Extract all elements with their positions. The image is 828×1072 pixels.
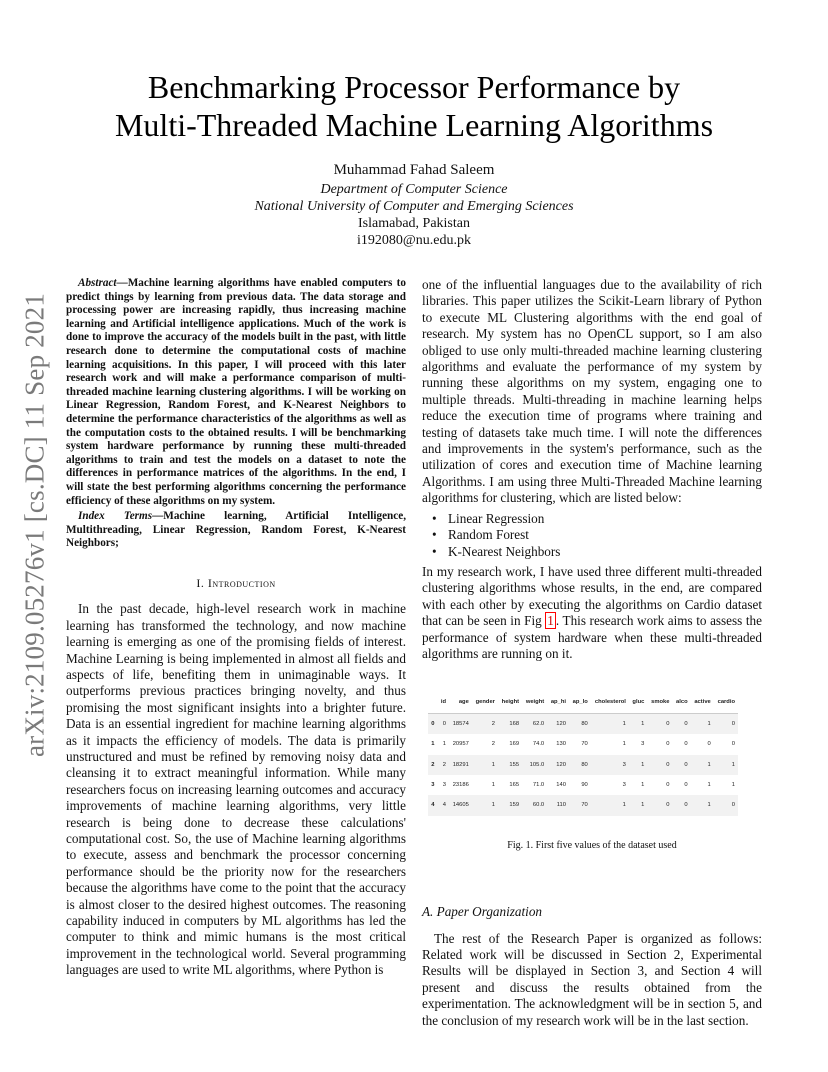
figure-caption: Fig. 1. First five values of the dataset used — [507, 839, 677, 851]
table-header-cell — [428, 692, 438, 713]
abstract — [66, 277, 406, 508]
table-cell: 0 — [707, 741, 711, 748]
author-email: i192080@nu.edu.pk — [357, 233, 471, 248]
table-header-cell: id — [438, 692, 450, 713]
table-cell: 4 — [428, 795, 438, 815]
table-row — [428, 755, 738, 775]
table-cell: 0 — [647, 713, 672, 734]
table-cell: 3 — [622, 781, 626, 788]
table-cell: 1 — [472, 755, 498, 775]
table-header-cell: active — [691, 692, 714, 713]
abstract-label: Abstract — [78, 277, 117, 289]
table-header-cell: height — [498, 692, 522, 713]
table-cell: 0 — [672, 713, 690, 734]
introduction-paragraph: In the past decade, high-level research work in machine learning has transformed the technology, and now machine learning is emerging as one of the promising fields of interest. Machine Learning is being implemented in almost all fields and aspects of life, benefiting them in unimaginable ways. It outperforms previous practices bringing novelty, and thus promising the most significant insights into a brighter future. Data is an essential ingredient for machine learning algorithms as it impacts the efficiency of models. The data is primarily unstructured and must be refined by removing noisy data and cleansing it to extract meaningful information. While many researchers focus on increasing learning outcomes and accuracy improvements of machine learning algorithms, very little research is being done to decrease these calculations' computational cost. So, the use of Machine learning algorithms to execute, assess and benchmark the processor concerning performance should be the priority now for the researchers because the algorithms have come to the point that the accuracy is almost closer to the desired highest outcomes. The reasoning capability induced in computers by ML algorithms has led the computer to think and mimic humans is the most critical improvement in the technological world. Several programming languages are used to write ML algorithms, where Python is — [66, 601, 406, 978]
right-paragraph-2 — [422, 564, 762, 662]
table-cell: 0 — [428, 713, 438, 734]
table-cell: 105.0 — [522, 755, 547, 775]
table-cell: 1 — [442, 741, 447, 748]
table-header-cell: gluc — [629, 692, 647, 713]
table-cell: 0 — [714, 713, 738, 734]
table-cell: 0 — [666, 781, 670, 788]
figure-1 — [422, 692, 762, 854]
index-terms-text: —Machine learning, Artificial Intelligence, Multithreading, Linear Regression, Random Forest, K-Nearest Neighbors; — [66, 510, 406, 550]
organization-paragraph: The rest of the Research Paper is organized as follows: Related work will be discussed in Section 2, Experimental Results will be displayed in Section 3, and Section 4 will present and discuss the results obtained from the experimentation. The acknowledgment will be in section 5, and the conclusion of my research work will be in the last section. — [422, 930, 762, 1028]
algorithm-list — [422, 511, 762, 560]
table-row — [428, 775, 738, 795]
table-cell: 0 — [714, 795, 738, 815]
table-cell: 2 — [491, 741, 495, 748]
author-block — [60, 162, 768, 249]
table-cell: 90 — [581, 781, 588, 788]
table-cell: 3 — [431, 781, 435, 788]
table-cell: 1 — [629, 795, 647, 815]
author-department: Department of Computer Science — [320, 182, 508, 197]
table-cell: 74.0 — [532, 741, 545, 748]
table-cell: 130 — [556, 741, 566, 748]
paper-title — [60, 68, 768, 144]
list-item: • Random Forest — [448, 527, 762, 543]
table-cell: 3 — [591, 755, 629, 775]
table-cell: 0 — [684, 741, 688, 748]
paragraph-2-part-a: In my research work, I have used three different multi-threaded clustering algorithms whose results, in the end, are compared with each other by executing the algorithms on Cardio dataset that can be seen in Fig — [422, 563, 762, 629]
right-column — [422, 277, 762, 1029]
table-cell: 2 — [438, 755, 450, 775]
table-cell: 159 — [498, 795, 522, 815]
table-cell: 18291 — [449, 755, 472, 775]
table-row — [428, 713, 738, 734]
table-cell: 14605 — [449, 795, 472, 815]
table-cell: 80 — [569, 755, 591, 775]
table-header-row — [428, 692, 738, 713]
table-cell: 169 — [509, 741, 520, 748]
table-header-cell: gender — [472, 692, 498, 713]
table-cell: 23186 — [452, 781, 469, 788]
section-heading-introduction: I. Introduction — [196, 575, 276, 590]
right-paragraph-1: one of the influential languages due to the availability of rich libraries. This paper utilizes the Scikit-Learn library of Python to execute ML Clustering algorithms with the end goal of research. My system has no OpenCL support, so I am also obliged to use only multi-threaded machine learning clustering algorithms and evaluate the performance of my system by running these algorithms on my system, engaging one to multiple threads. Multi-threading in machine learning helps reduce the execution time of programs where training and testing of datasets take much time. I will note the differences and improvements in the system's performance, such as the utilization of cores and execution time of Machine learning Algorithms. I am using three Multi-Threaded Machine learning algorithms for clustering, which are listed below: — [422, 277, 762, 506]
table-header-cell: ap_lo — [569, 692, 591, 713]
table-cell: 1 — [622, 741, 626, 748]
table-cell: 1 — [431, 741, 435, 748]
table-header-cell: alco — [672, 692, 690, 713]
author-name: Muhammad Fahad Saleem — [333, 162, 495, 178]
table-cell: 165 — [509, 781, 520, 788]
figure-reference-link[interactable]: 1 — [547, 613, 554, 629]
table-cell: 0 — [438, 713, 450, 734]
table-row — [428, 734, 738, 754]
table-cell: 60.0 — [522, 795, 547, 815]
table-header-cell: age — [449, 692, 472, 713]
table-cell: 0 — [666, 741, 670, 748]
table-cell: 62.0 — [522, 713, 547, 734]
list-item: • K-Nearest Neighbors — [448, 544, 762, 560]
table-header-cell: cholesterol — [591, 692, 629, 713]
table-cell: 1 — [491, 781, 495, 788]
dataset-table — [428, 692, 738, 815]
table-cell: 110 — [547, 795, 569, 815]
table-cell: 2 — [428, 755, 438, 775]
table-cell: 155 — [498, 755, 522, 775]
table-header-cell: smoke — [647, 692, 672, 713]
table-cell: 2 — [472, 713, 498, 734]
subsection-heading-paper-organization: A. Paper Organization — [422, 904, 543, 920]
left-column — [66, 277, 406, 979]
table-cell: 1 — [691, 795, 714, 815]
abstract-text: —Machine learning algorithms have enabled computers to predict things by learning from previous data. The data storage and processing power are increasing rapidly, thus increasing machine learning and Artificial intelligence applications. Much of the work is done to improve the accuracy of the models built in the past, with little research done to determine the computational costs of machine learning acquisitions. In this paper, I will proceed with this later research work and will make a performance comparison of multi-threaded machine learning clustering algorithms. I will be working on Linear Regression, Random Forest, and K-Nearest Neighbors to determine the performance characteristics of the algorithms as well as the computation costs to the obtained results. I will be benchmarking system hardware performance by running these multi-threaded algorithms to train and test the models on a dataset to note the differences in performance matrices of the algorithms. In the end, I will state the best performing algorithms concerning the performance efficiency of these algorithms on my system. — [66, 277, 406, 507]
list-item: • Linear Regression — [448, 511, 762, 527]
table-cell: 1 — [629, 713, 647, 734]
table-cell: 1 — [591, 713, 629, 734]
table-cell: 0 — [672, 795, 690, 815]
table-cell: 168 — [498, 713, 522, 734]
table-cell: 0 — [672, 755, 690, 775]
table-cell: 0 — [647, 795, 672, 815]
table-cell: 3 — [641, 741, 645, 748]
table-cell: 120 — [547, 713, 569, 734]
table-cell: 18574 — [449, 713, 472, 734]
table-cell: 0 — [731, 741, 735, 748]
table-cell: 140 — [556, 781, 566, 788]
table-cell: 70 — [581, 741, 588, 748]
table-cell: 71.0 — [532, 781, 545, 788]
table-cell: 120 — [547, 755, 569, 775]
table-cell: 4 — [438, 795, 450, 815]
table-cell: 70 — [569, 795, 591, 815]
paragraph-2-part-b: . This research work aims to assess the performance of system hardware when these multi-threaded algorithms are running on it. — [422, 613, 762, 661]
table-header-cell: weight — [522, 692, 547, 713]
arxiv-identifier: arXiv:2109.05276v1 [cs.DC] 11 Sep 2021 — [19, 292, 50, 758]
table-cell: 1 — [731, 781, 735, 788]
table-cell: 0 — [684, 781, 688, 788]
table-cell: 0 — [647, 755, 672, 775]
table-cell: 1 — [641, 781, 645, 788]
table-cell: 1 — [629, 755, 647, 775]
arxiv-sidebar-stamp — [16, 290, 54, 760]
author-city: Islamabad, Pakistan — [358, 216, 470, 231]
table-header-cell: ap_hi — [547, 692, 569, 713]
table-cell: 1 — [707, 781, 711, 788]
table-cell: 80 — [569, 713, 591, 734]
table-cell: 1 — [591, 795, 629, 815]
author-university: National University of Computer and Emerging Sciences — [254, 199, 574, 214]
table-cell: 3 — [442, 781, 447, 788]
table-header-cell: cardio — [714, 692, 738, 713]
table-cell: 1 — [691, 755, 714, 775]
index-terms — [66, 510, 406, 551]
table-row — [428, 795, 738, 815]
index-terms-label: Index Terms — [78, 510, 153, 523]
title-line-1: Benchmarking Processor Performance by — [147, 69, 681, 105]
table-cell: 1 — [691, 713, 714, 734]
title-line-2: Multi-Threaded Machine Learning Algorithms — [114, 107, 714, 143]
table-cell: 20957 — [452, 741, 469, 748]
table-cell: 1 — [714, 755, 738, 775]
table-cell: 1 — [472, 795, 498, 815]
